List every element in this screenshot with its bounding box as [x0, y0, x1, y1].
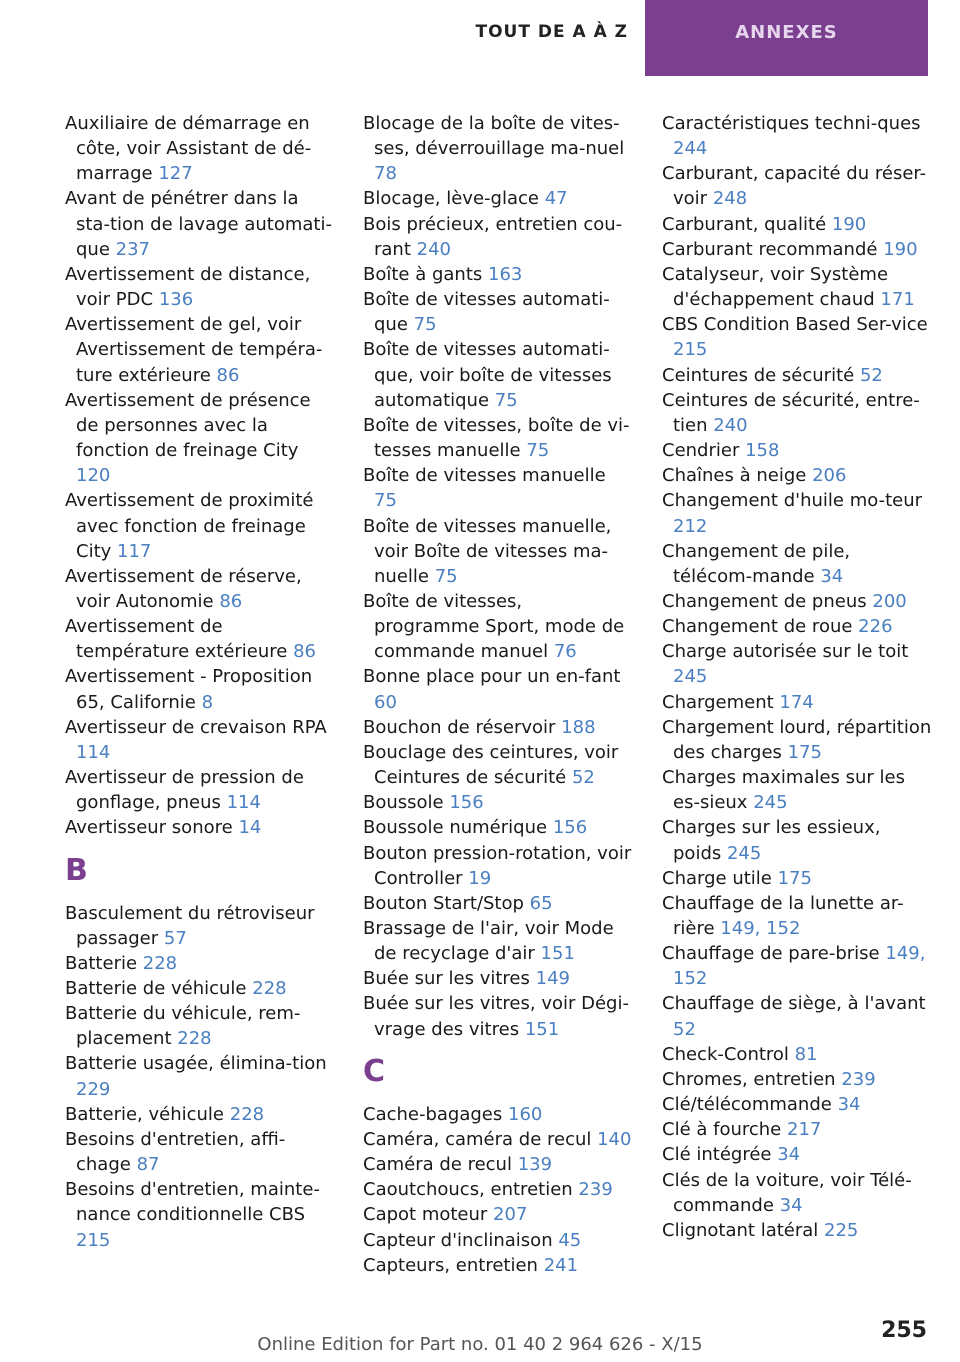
index-entry — [363, 1202, 633, 1227]
index-entry-text: Cache-bagages — [363, 1103, 503, 1125]
index-entry-text: Buée sur les vitres — [363, 968, 530, 990]
index-entry-text: Carburant recommandé — [662, 238, 878, 260]
index-entry — [363, 715, 633, 740]
index-entry-text: Charges sur les essieux, poids — [662, 817, 881, 864]
index-entry — [662, 589, 932, 614]
page-reference-link[interactable]: 175 — [777, 867, 812, 889]
page-reference-link[interactable]: 149, 152 — [673, 943, 926, 990]
index-entry-text: Avertissement de proximité avec fonction de freinage City — [65, 490, 314, 562]
page-number: 255 — [881, 1318, 927, 1343]
page-reference-link[interactable]: 245 — [726, 842, 762, 864]
index-entry — [662, 1142, 932, 1167]
page-reference-link[interactable]: 163 — [488, 263, 523, 285]
index-entry — [662, 891, 932, 941]
index-entry — [65, 951, 335, 976]
index-entry-text: Avertissement de température extérieure — [65, 616, 288, 663]
page-reference-link[interactable]: 86 — [293, 641, 317, 663]
index-entry-text: Avertissement de distance, voir PDC — [65, 263, 311, 311]
index-entry — [65, 1001, 335, 1051]
index-column-1 — [65, 111, 335, 1253]
index-entry — [662, 1092, 932, 1117]
page-reference-link[interactable]: 34 — [820, 565, 844, 587]
index-entry-text: Caméra de recul — [363, 1154, 512, 1176]
page-reference-link[interactable]: 156 — [552, 817, 588, 839]
index-entry-text: Caoutchoucs, entretien — [363, 1179, 573, 1201]
index-entry — [363, 463, 633, 513]
page-reference-link[interactable]: 171 — [880, 289, 915, 311]
index-entry — [65, 564, 335, 614]
page-reference-link[interactable]: 75 — [413, 314, 437, 336]
page-reference-link[interactable]: 151 — [524, 1018, 560, 1040]
index-entry — [363, 1228, 633, 1253]
index-entry — [65, 815, 335, 840]
page-reference-link[interactable]: 52 — [673, 1018, 696, 1040]
page-reference-link[interactable]: 60 — [374, 691, 397, 713]
index-entry — [65, 765, 335, 815]
index-column-3 — [662, 111, 932, 1243]
index-entry-text: Boussole numérique — [363, 817, 548, 839]
page-reference-link[interactable]: 156 — [449, 792, 484, 814]
index-entry-text: Batterie de véhicule — [65, 978, 247, 999]
page-reference-link[interactable]: 52 — [859, 364, 883, 386]
index-entry — [363, 891, 633, 916]
page-reference-link[interactable]: 206 — [812, 465, 847, 487]
page-reference-link[interactable]: 14 — [238, 817, 262, 839]
page-reference-link[interactable]: 75 — [434, 565, 458, 587]
index-entry-text: Basculement du rétroviseur passager — [65, 902, 315, 949]
index-entry-text: Avertissement de réserve, voir Autonomie — [65, 565, 302, 612]
page-reference-link[interactable]: 190 — [883, 238, 918, 260]
index-entry — [363, 111, 633, 186]
page-reference-link[interactable]: 248 — [712, 188, 748, 210]
page-reference-link[interactable]: 228 — [252, 978, 287, 999]
index-entry-text: Charge autorisée sur le toit — [662, 641, 909, 663]
page-reference-link[interactable]: 140 — [597, 1128, 632, 1150]
index-column-2 — [363, 111, 633, 1278]
index-entry — [65, 186, 335, 261]
page-reference-link[interactable]: 34 — [777, 1144, 801, 1166]
index-entry — [363, 1102, 633, 1127]
index-entry-text: Boîte de vitesses manuelle — [363, 465, 606, 487]
page-reference-link[interactable]: 149 — [535, 968, 570, 990]
section-title: TOUT DE A À Z — [475, 22, 628, 42]
index-entry — [662, 539, 932, 589]
index-entry-text: Avant de pénétrer dans la sta-tion de lavage automati-que — [65, 188, 332, 260]
page-reference-link[interactable]: 52 — [571, 767, 595, 789]
page-reference-link[interactable]: 75 — [374, 490, 397, 512]
page-reference-link[interactable]: 136 — [158, 289, 194, 311]
index-entry-text: Charges maximales sur les es-sieux — [662, 767, 906, 814]
page-reference-link[interactable]: 239 — [578, 1179, 613, 1201]
index-entry-text: Clé intégrée — [662, 1144, 772, 1166]
index-entry-text: Blocage, lève-glace — [363, 188, 539, 210]
index-entry-text: Avertisseur sonore — [65, 817, 233, 839]
index-entry — [65, 1051, 335, 1101]
page-reference-link[interactable]: 215 — [673, 339, 708, 361]
page-reference-link[interactable]: 245 — [753, 792, 788, 814]
page-reference-link[interactable]: 114 — [76, 741, 111, 763]
page-reference-link[interactable]: 87 — [136, 1154, 160, 1176]
index-entry-text: Clés de la voiture, voir Télé-commande — [662, 1169, 912, 1216]
index-entry-text: Changement de pile, télécom-mande — [662, 540, 851, 587]
index-entry-text: Boussole — [363, 792, 444, 814]
index-entry-text: Boîte de vitesses, boîte de vi-tesses manuelle — [363, 414, 630, 462]
index-entry-text: Chauffage de siège, à l'avant — [662, 993, 926, 1015]
index-entry — [65, 614, 335, 664]
index-entry — [363, 212, 633, 262]
index-entry-text: Besoins d'entretien, mainte-nance conditionnelle CBS — [65, 1179, 320, 1226]
index-entry — [662, 690, 932, 715]
index-entry — [662, 262, 932, 312]
index-entry-text: Check-Control — [662, 1043, 789, 1065]
index-entry-text: Ceintures de sécurité, entre-tien — [662, 389, 920, 436]
page-reference-link[interactable]: 158 — [745, 440, 780, 462]
index-entry — [363, 790, 633, 815]
index-entry-text: Auxiliaire de démarrage en côte, voir Assistant de dé-marrage — [65, 113, 312, 185]
page-reference-link[interactable]: 127 — [158, 163, 193, 185]
index-entry — [65, 901, 335, 951]
index-entry-text: Clé à fourche — [662, 1119, 782, 1141]
page-reference-link[interactable]: 207 — [493, 1204, 528, 1226]
page-reference-link[interactable]: 45 — [558, 1229, 582, 1251]
index-entry — [363, 815, 633, 840]
page-reference-link[interactable]: 225 — [824, 1219, 859, 1241]
index-entry — [662, 1067, 932, 1092]
index-entry-text: Avertisseur de pression de gonflage, pneus — [65, 767, 304, 814]
page-reference-link[interactable]: 149, 152 — [720, 918, 801, 939]
index-entry — [65, 312, 335, 387]
page-reference-link[interactable]: 239 — [841, 1068, 876, 1090]
index-entry — [363, 991, 633, 1041]
page-reference-link[interactable]: 241 — [543, 1254, 579, 1276]
chapter-tab-label: ANNEXES — [735, 22, 838, 43]
index-entry — [363, 664, 633, 714]
page-reference-link[interactable]: 19 — [468, 867, 492, 889]
page-reference-link[interactable]: 188 — [561, 716, 596, 738]
page-reference-link[interactable]: 175 — [787, 741, 822, 763]
page-header — [0, 0, 960, 76]
index-entry-text: Clignotant latéral — [662, 1219, 819, 1241]
index-entry-text: Avertissement - Proposition 65, Californie — [65, 666, 313, 713]
index-entry-text: Bouton Start/Stop — [363, 892, 524, 914]
index-entry-text: Changement de roue — [662, 616, 853, 638]
index-entry-text: Chargement — [662, 691, 774, 713]
index-entry-text: Avertisseur de crevaison RPA — [65, 716, 327, 738]
index-entry-text: Bouchon de réservoir — [363, 716, 556, 738]
page-reference-link[interactable]: 215 — [76, 1229, 111, 1251]
index-entry — [363, 1127, 633, 1152]
index-entry — [662, 941, 932, 991]
index-entry — [65, 488, 335, 563]
index-entry — [65, 715, 335, 765]
index-entry — [662, 161, 932, 211]
page-reference-link[interactable]: 228 — [229, 1103, 265, 1125]
index-entry-text: Carburant, capacité du réser-voir — [662, 163, 927, 210]
index-entry — [662, 463, 932, 488]
index-entry — [65, 1102, 335, 1127]
index-entry — [363, 186, 633, 211]
index-entry — [363, 413, 633, 463]
index-entry — [363, 589, 633, 664]
index-entry-text: Boîte de vitesses automati-que, voir boîte de vitesses automatique — [363, 339, 612, 411]
page-reference-link[interactable]: 65 — [529, 892, 553, 914]
index-letter-heading: C — [363, 1053, 386, 1089]
page-reference-link[interactable]: 228 — [177, 1028, 212, 1050]
page-reference-link[interactable]: 190 — [831, 213, 867, 235]
index-entry — [662, 388, 932, 438]
page-reference-link[interactable]: 240 — [713, 414, 748, 436]
index-entry-text: Boîte de vitesses automati-que — [363, 289, 610, 336]
page-reference-link[interactable]: 244 — [673, 138, 708, 160]
index-entry — [662, 1218, 932, 1243]
index-entry — [363, 1253, 633, 1278]
index-entry — [65, 1127, 335, 1177]
index-entry — [662, 991, 932, 1041]
index-entry-text: Capot moteur — [363, 1204, 488, 1226]
index-entry-text: Bouclage des ceintures, voir Ceintures de sécurité — [363, 741, 619, 789]
index-entry-text: Capteurs, entretien — [363, 1254, 538, 1276]
index-entry — [662, 438, 932, 463]
page-reference-link[interactable]: 226 — [858, 616, 893, 638]
index-entry — [363, 740, 633, 790]
chapter-tab[interactable] — [645, 0, 928, 76]
index-entry — [662, 488, 932, 538]
index-entry-text: Boîte de vitesses manuelle, voir Boîte de vitesses ma-nuelle — [363, 515, 612, 587]
index-entry — [662, 614, 932, 639]
index-entry-text: Charge utile — [662, 867, 772, 889]
index-entry — [662, 1168, 932, 1218]
index-entry-text: Chauffage de la lunette ar-rière — [662, 892, 904, 939]
index-entry-text: Capteur d'inclinaison — [363, 1229, 553, 1251]
index-entry-text: Caractéristiques techni-ques — [662, 113, 921, 134]
index-entry — [662, 111, 932, 161]
index-entry-text: Chromes, entretien — [662, 1068, 836, 1090]
index-entry — [662, 1117, 932, 1142]
index-entry — [363, 966, 633, 991]
page-reference-link[interactable]: 81 — [794, 1043, 818, 1065]
page-reference-link[interactable]: 174 — [779, 691, 814, 713]
page-reference-link[interactable]: 117 — [117, 540, 152, 562]
index-entry-text: Caméra, caméra de recul — [363, 1128, 592, 1150]
index-entry-text: Cendrier — [662, 440, 740, 462]
page-reference-link[interactable]: 228 — [142, 952, 178, 974]
index-entry — [363, 1152, 633, 1177]
index-entry-text: Batterie du véhicule, rem-placement — [65, 1003, 301, 1050]
index-entry-text: Bois précieux, entretien cou-rant — [363, 213, 623, 260]
index-entry-text: Chaînes à neige — [662, 465, 807, 487]
index-entry-text: Brassage de l'air, voir Mode de recyclage d'air — [363, 918, 614, 965]
page-reference-link[interactable]: 86 — [216, 364, 240, 386]
index-entry-text: Avertissement de présence de personnes avec la fonction de freinage City — [65, 389, 311, 462]
page-reference-link[interactable]: 76 — [553, 641, 577, 663]
index-entry — [65, 388, 335, 489]
index-entry-text: Bouton pression-rotation, voir Controller — [363, 842, 632, 889]
index-entry — [662, 639, 932, 689]
index-entry-text: Changement d'huile mo-teur — [662, 490, 923, 512]
page-reference-link[interactable]: 200 — [872, 590, 907, 612]
index-entry-text: Changement de pneus — [662, 590, 867, 612]
index-entry — [662, 363, 932, 388]
index-entry — [65, 262, 335, 312]
index-entry-text: Boîte à gants — [363, 263, 483, 285]
index-entry — [363, 916, 633, 966]
index-entry-text: Carburant, qualité — [662, 213, 827, 235]
index-entry — [363, 514, 633, 589]
index-entry — [363, 262, 633, 287]
index-entry-text: Batterie, véhicule — [65, 1103, 225, 1125]
page-reference-link[interactable]: 139 — [517, 1154, 553, 1176]
page-reference-link[interactable]: 240 — [416, 238, 451, 260]
index-entry-text: Chargement lourd, répartition des charges — [662, 716, 932, 763]
index-entry — [363, 841, 633, 891]
index-entry — [662, 1042, 932, 1067]
index-entry-text: Buée sur les vitres, voir Dégi-vrage des vitres — [363, 993, 629, 1040]
page-reference-link[interactable]: 237 — [115, 238, 151, 260]
footer-edition: Online Edition for Part no. 01 40 2 964 626 - X/15 — [257, 1334, 703, 1355]
index-entry-text: Chauffage de pare-brise — [662, 943, 880, 965]
page-reference-link[interactable]: 75 — [526, 440, 550, 462]
index-entry — [65, 976, 335, 1001]
index-entry-text: Bonne place pour un en-fant — [363, 666, 621, 688]
index-entry — [662, 312, 932, 362]
index-entry-text: Avertissement de gel, voir Avertissement de tempéra-ture extérieure — [65, 314, 323, 386]
index-entry-text: Batterie usagée, élimina-tion — [65, 1053, 327, 1075]
index-entry — [65, 664, 335, 714]
page-reference-link[interactable]: 229 — [76, 1078, 111, 1100]
page-reference-link[interactable]: 75 — [494, 389, 518, 411]
index-entry-text: Boîte de vitesses, programme Sport, mode de commande manuel — [363, 590, 625, 663]
index-entry — [662, 237, 932, 262]
index-entry — [662, 212, 932, 237]
page-reference-link[interactable]: 245 — [673, 666, 708, 688]
index-entry-text: Besoins d'entretien, affi-chage — [65, 1128, 286, 1176]
index-entry — [363, 1177, 633, 1202]
page-reference-link[interactable]: 160 — [508, 1103, 543, 1125]
index-entry — [662, 866, 932, 891]
index-letter-heading: B — [65, 852, 88, 888]
index-entry — [662, 815, 932, 865]
page-reference-link[interactable]: 47 — [544, 188, 568, 210]
index-entry — [363, 337, 633, 412]
page-reference-link[interactable]: 120 — [76, 465, 111, 487]
index-entry-text: CBS Condition Based Ser-vice — [662, 314, 928, 336]
index-entry-text: Catalyseur, voir Système d'échappement chaud — [662, 263, 889, 311]
page-reference-link[interactable]: 212 — [673, 515, 708, 537]
index-entry-text: Ceintures de sécurité — [662, 364, 855, 386]
index-entry — [662, 715, 932, 765]
index-entry — [65, 111, 335, 186]
index-entry — [363, 287, 633, 337]
index-entry-text: Clé/télécommande — [662, 1094, 832, 1116]
page-reference-link[interactable]: 34 — [837, 1094, 861, 1116]
page-reference-link[interactable]: 78 — [374, 163, 397, 185]
index-entry — [662, 765, 932, 815]
page-reference-link[interactable]: 217 — [787, 1119, 822, 1141]
page-reference-link[interactable]: 34 — [779, 1194, 803, 1216]
page-reference-link[interactable]: 151 — [540, 943, 575, 965]
index-entry — [65, 1177, 335, 1252]
index-entry-text: Blocage de la boîte de vites-ses, déverrouillage ma-nuel — [363, 113, 625, 160]
page-reference-link[interactable]: 86 — [219, 590, 243, 612]
page-reference-link[interactable]: 8 — [201, 691, 214, 713]
index-entry-text: Batterie — [65, 952, 138, 974]
page-reference-link[interactable]: 57 — [163, 927, 187, 949]
page-reference-link[interactable]: 114 — [226, 792, 261, 814]
